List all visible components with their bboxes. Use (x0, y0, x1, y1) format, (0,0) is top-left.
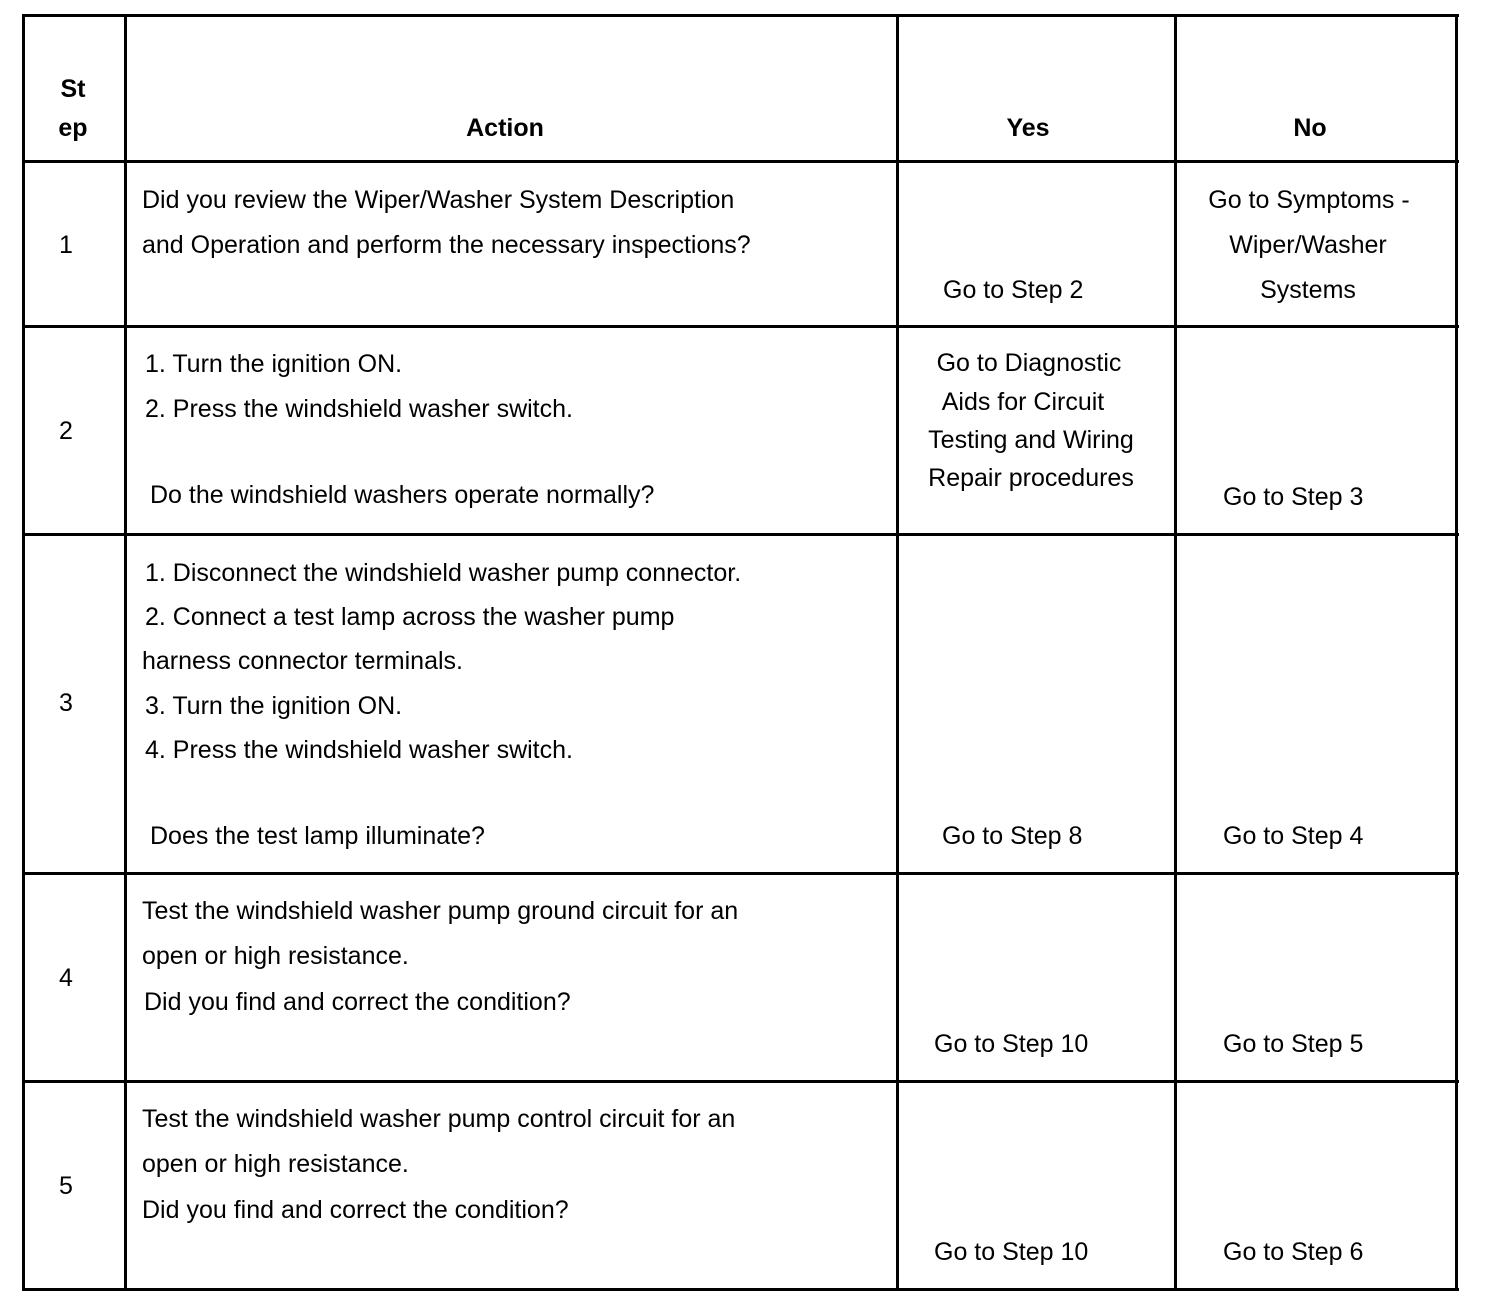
yes-result: Go to Step 10 (934, 1030, 1089, 1058)
no-result: Wiper/Washer (1229, 231, 1387, 259)
header-action: Action (466, 114, 544, 142)
header-yes: Yes (1006, 114, 1050, 142)
action-text: open or high resistance. (142, 942, 409, 970)
no-result: Go to Step 4 (1223, 822, 1364, 850)
row-divider (22, 1080, 1459, 1083)
yes-result: Aids for Circuit (941, 388, 1105, 416)
action-text: 2. Press the windshield washer switch. (145, 395, 573, 423)
yes-result: Repair procedures (928, 464, 1134, 492)
step-number: 3 (59, 689, 73, 717)
row-divider (22, 325, 1459, 328)
table-border-right (1455, 14, 1458, 1291)
table-border-bottom (22, 1288, 1459, 1291)
no-result: Go to Step 3 (1223, 483, 1364, 511)
action-text: 4. Press the windshield washer switch. (145, 736, 573, 764)
header-divider (22, 160, 1459, 163)
header-step-line2: ep (58, 114, 88, 142)
no-result: Go to Symptoms - (1208, 186, 1410, 214)
no-result: Go to Step 5 (1223, 1030, 1364, 1058)
yes-result: Testing and Wiring (928, 426, 1134, 454)
step-number: 2 (59, 417, 73, 445)
action-text: 1. Disconnect the windshield washer pump connector. (145, 559, 742, 587)
step-number: 1 (59, 231, 73, 259)
action-question: Did you find and correct the condition? (144, 988, 571, 1016)
action-text: 2. Connect a test lamp across the washer pump (145, 603, 675, 631)
no-result: Systems (1260, 276, 1356, 304)
action-text: open or high resistance. (142, 1150, 409, 1178)
action-question: Does the test lamp illuminate? (150, 822, 485, 850)
row-divider (22, 533, 1459, 536)
yes-result: Go to Step 10 (934, 1238, 1089, 1266)
header-no: No (1293, 114, 1327, 142)
action-question: Do the windshield washers operate normally? (150, 481, 655, 509)
table-border-top (22, 14, 1459, 17)
table-border-left (22, 14, 25, 1291)
action-text: 1. Turn the ignition ON. (145, 350, 403, 378)
yes-result: Go to Step 2 (943, 276, 1084, 304)
column-divider (124, 14, 127, 1291)
row-divider (22, 872, 1459, 875)
header-step-line1: St (60, 75, 86, 103)
column-divider (896, 14, 899, 1291)
no-result: Go to Step 6 (1223, 1238, 1364, 1266)
yes-result: Go to Diagnostic (936, 349, 1122, 377)
action-question: Did you find and correct the condition? (142, 1196, 569, 1224)
step-number: 4 (59, 964, 73, 992)
action-text: Did you review the Wiper/Washer System Description (142, 186, 735, 214)
action-text: Test the windshield washer pump control circuit for an (142, 1105, 736, 1133)
yes-result: Go to Step 8 (942, 822, 1083, 850)
action-text: 3. Turn the ignition ON. (145, 692, 403, 720)
action-text: and Operation and perform the necessary inspections? (142, 231, 751, 259)
step-number: 5 (59, 1172, 73, 1200)
action-text: harness connector terminals. (142, 647, 463, 675)
action-text: Test the windshield washer pump ground circuit for an (142, 897, 739, 925)
